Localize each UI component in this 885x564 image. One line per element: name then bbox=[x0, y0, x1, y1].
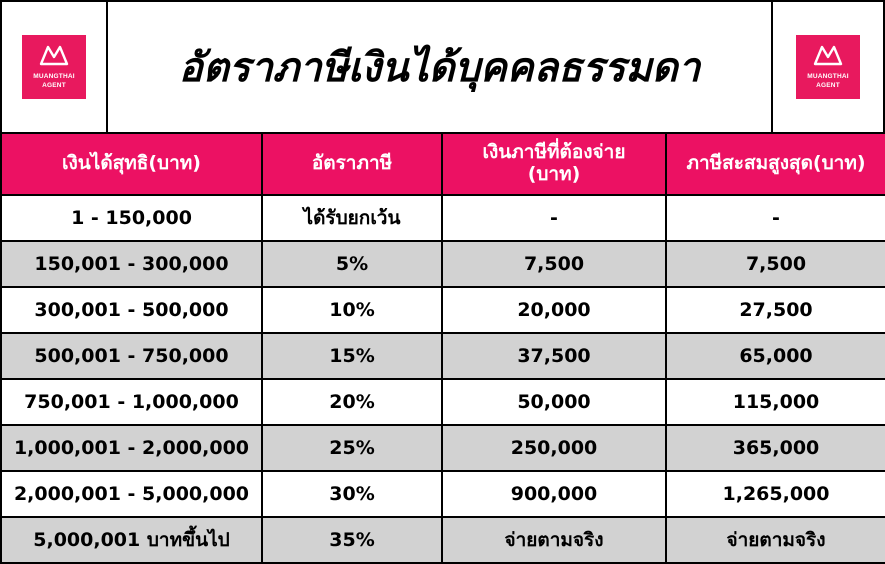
cell-net-income: 1 - 150,000 bbox=[1, 195, 262, 241]
cell-tax-payable: 20,000 bbox=[442, 287, 666, 333]
mountain-m-icon bbox=[39, 44, 69, 70]
cell-net-income: 1,000,001 - 2,000,000 bbox=[1, 425, 262, 471]
table-row bbox=[1, 517, 885, 563]
cell-net-income: 750,001 - 1,000,000 bbox=[1, 379, 262, 425]
cell-net-income: 500,001 - 750,000 bbox=[1, 333, 262, 379]
table-row bbox=[1, 287, 885, 333]
cell-tax-rate: 15% bbox=[262, 333, 442, 379]
logo-text-line1: MUANGTHAI bbox=[33, 73, 75, 81]
cell-tax-rate: 20% bbox=[262, 379, 442, 425]
cell-tax-payable: 7,500 bbox=[442, 241, 666, 287]
cell-cumulative-tax: 115,000 bbox=[666, 379, 885, 425]
column-header-tax-rate: อัตราภาษี bbox=[262, 133, 442, 195]
cell-tax-payable: 50,000 bbox=[442, 379, 666, 425]
cell-tax-payable: 37,500 bbox=[442, 333, 666, 379]
cell-cumulative-tax: 27,500 bbox=[666, 287, 885, 333]
cell-tax-rate: 5% bbox=[262, 241, 442, 287]
cell-net-income: 5,000,001 บาทขึ้นไป bbox=[1, 517, 262, 563]
cell-tax-rate: ได้รับยกเว้น bbox=[262, 195, 442, 241]
cell-tax-payable: - bbox=[442, 195, 666, 241]
cell-tax-payable: 900,000 bbox=[442, 471, 666, 517]
table-row bbox=[1, 333, 885, 379]
cell-tax-payable: 250,000 bbox=[442, 425, 666, 471]
cell-tax-rate: 35% bbox=[262, 517, 442, 563]
muangthai-agent-logo-left bbox=[22, 35, 86, 99]
logo-text-line2: AGENT bbox=[42, 81, 66, 89]
cell-cumulative-tax: 65,000 bbox=[666, 333, 885, 379]
cell-tax-payable: จ่ายตามจริง bbox=[442, 517, 666, 563]
column-header-net-income: เงินได้สุทธิ(บาท) bbox=[1, 133, 262, 195]
cell-net-income: 300,001 - 500,000 bbox=[1, 287, 262, 333]
logo-text-line2: AGENT bbox=[816, 81, 840, 89]
table-row bbox=[1, 195, 885, 241]
page-title: อัตราภาษีเงินได้บุคคลธรรมดา bbox=[178, 45, 701, 91]
cell-cumulative-tax: 1,265,000 bbox=[666, 471, 885, 517]
header-banner bbox=[0, 0, 885, 132]
column-header-tax-payable-line1: เงินภาษีที่ต้องจ่าย bbox=[482, 141, 626, 164]
tax-rate-table bbox=[0, 132, 885, 564]
cell-cumulative-tax: จ่ายตามจริง bbox=[666, 517, 885, 563]
cell-net-income: 150,001 - 300,000 bbox=[1, 241, 262, 287]
cell-cumulative-tax: 365,000 bbox=[666, 425, 885, 471]
cell-cumulative-tax: - bbox=[666, 195, 885, 241]
column-header-tax-payable bbox=[442, 133, 666, 195]
table-row bbox=[1, 425, 885, 471]
logo-cell-right bbox=[773, 2, 883, 132]
logo-text-line1: MUANGTHAI bbox=[807, 73, 849, 81]
mountain-m-icon bbox=[813, 44, 843, 70]
table-row bbox=[1, 379, 885, 425]
table-row bbox=[1, 471, 885, 517]
cell-tax-rate: 30% bbox=[262, 471, 442, 517]
cell-cumulative-tax: 7,500 bbox=[666, 241, 885, 287]
table-row bbox=[1, 241, 885, 287]
logo-cell-left bbox=[2, 2, 106, 132]
cell-tax-rate: 10% bbox=[262, 287, 442, 333]
cell-net-income: 2,000,001 - 5,000,000 bbox=[1, 471, 262, 517]
muangthai-agent-logo-right bbox=[796, 35, 860, 99]
column-header-tax-payable-line2: (บาท) bbox=[527, 163, 581, 185]
column-header-cumulative-tax: ภาษีสะสมสูงสุด(บาท) bbox=[666, 133, 885, 195]
cell-tax-rate: 25% bbox=[262, 425, 442, 471]
table-header-row bbox=[1, 133, 885, 195]
title-cell bbox=[106, 2, 773, 132]
